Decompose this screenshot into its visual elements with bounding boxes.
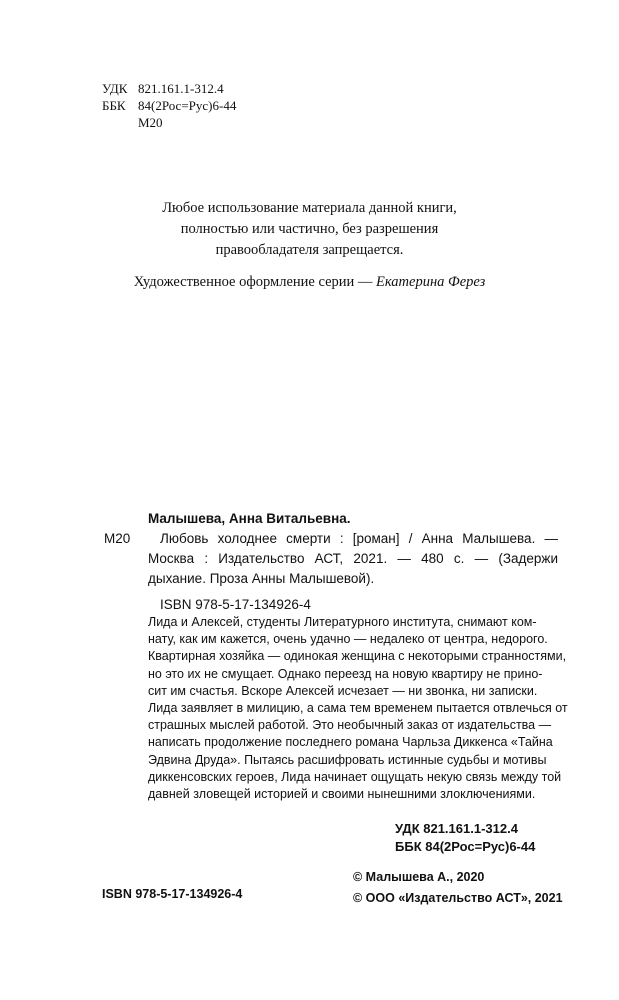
- rights-notice-line: Любое использование материала данной книги,: [162, 200, 457, 216]
- copyright-author: © Малышева А., 2020: [353, 870, 485, 884]
- annotation-line: давней зловещей историей и своими нынешними злоключениями.: [148, 787, 536, 802]
- bbk-row: [102, 97, 236, 114]
- annotation-line: нату, как им кажется, очень удачно — недалеко от центра, недорого.: [148, 632, 548, 647]
- annotation-line: Лида и Алексей, студенты Литературного института, снимают ком-: [148, 615, 537, 629]
- annotation-line: написать продолжение последнего романа Чарльза Диккенса «Тайна: [148, 735, 553, 750]
- series-design-label: Художественное оформление серии —: [133, 274, 377, 290]
- footer-bbk: ББК 84(2Рос=Рус)6-44: [395, 839, 536, 854]
- annotation-line: Лида заявляет в милицию, а сама тем временем пытается отвлечься от: [148, 701, 568, 716]
- annotation-line: сит им счастья. Вскоре Алексей исчезает — ни звонка, ни записки.: [148, 683, 538, 698]
- catalog-author-mark: М20: [104, 531, 131, 546]
- series-design-artist: Екатерина Ферез: [376, 274, 486, 290]
- copyright-block: [353, 867, 563, 909]
- rights-notice-line: полностью или частично, без разрешения: [180, 221, 439, 237]
- bbk-value: 84(2Рос=Рус)6-44: [138, 98, 237, 113]
- rights-notice-line: правообладателя запрещается.: [215, 242, 404, 258]
- annotation: [148, 614, 568, 803]
- catalog-isbn: ISBN 978-5-17-134926-4: [160, 597, 311, 612]
- udk-label: УДК: [102, 81, 128, 96]
- classification-codes: [102, 80, 236, 131]
- annotation-line: страшных мыслей работой. Это необычный заказ от издательства —: [148, 718, 552, 733]
- annotation-line: но это их не смущает. Однако переезд на новую квартиру не прино-: [148, 666, 543, 681]
- annotation-line: Эдвина Друда». Пытаясь расшифровать истинные судьбы и мотивы: [148, 752, 547, 767]
- bbk-label: ББК: [102, 98, 126, 113]
- catalog-description: Любовь холоднее смерти : [роман] / Анна Малышева. — Москва : Издательство АСТ, 2021. — 480 с. — (Задержи дыхание. Проза Анны Малышевой).: [148, 531, 558, 586]
- copyright-publisher: © ООО «Издательство АСТ», 2021: [353, 891, 563, 905]
- rights-notice: [0, 198, 619, 261]
- footer-isbn: ISBN 978-5-17-134926-4: [102, 887, 243, 901]
- annotation-line: Квартирная хозяйка — одинокая женщина с некоторыми странностями,: [148, 649, 567, 664]
- udk-value: 821.161.1-312.4: [138, 81, 224, 96]
- udk-row: [102, 80, 236, 97]
- catalog-author-heading: Малышева, Анна Витальевна.: [148, 511, 351, 526]
- series-design-credit: [0, 272, 619, 293]
- footer-udk: УДК 821.161.1-312.4: [395, 821, 518, 836]
- author-mark-row: [102, 114, 236, 131]
- footer-codes: [395, 820, 535, 856]
- author-mark: М20: [138, 115, 163, 130]
- annotation-line: диккенсовских героев, Лида начинает ощущать некую связь между той: [148, 769, 562, 784]
